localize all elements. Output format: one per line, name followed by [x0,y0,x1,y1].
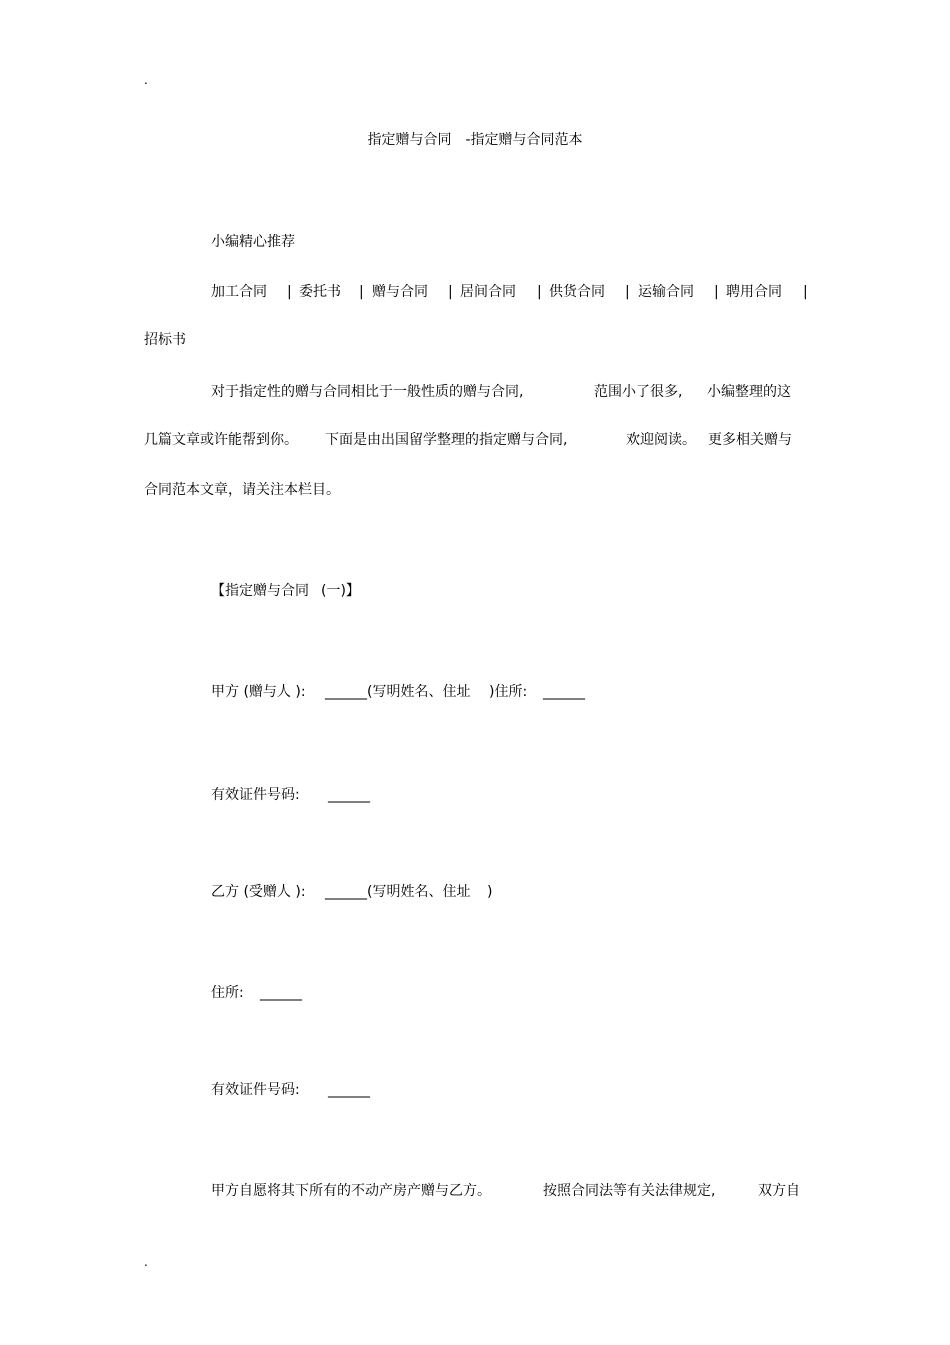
party-a-address-blank: ______ [543,684,585,700]
party-a-id-blank: ______ [328,787,370,803]
link-separator: | [287,284,292,300]
header-dot: . [144,73,148,87]
intro-text: 更多相关赠与 [708,432,792,448]
intro-text: 对于指定性的赠与合同相比于一般性质的赠与合同, [211,384,524,400]
section-heading [211,582,360,600]
link-separator: | [537,284,542,300]
link-separator: | [714,284,719,300]
section-heading-number: (一)】 [321,583,360,599]
party-a-label: 甲方 (赠与人 ): [211,684,306,700]
intro-text: 几篇文章或许能帮到你。 [144,432,298,448]
link-power-of-attorney[interactable]: 委托书 [299,284,341,300]
intro-line-1 [211,383,523,401]
section-heading-text: 【指定赠与合同 [211,583,309,599]
party-b-close: ) [487,884,493,900]
party-b-address-label: 住所: [211,985,244,1001]
link-gift-contract[interactable]: 赠与合同 [372,284,428,300]
party-b-name-blank: ______(写明姓名、住址 [325,884,471,900]
link-processing-contract[interactable]: 加工合同 [211,284,267,300]
footer-dot: . [144,1255,148,1269]
intro-text: 范围小了很多, [594,384,683,400]
link-tender-document[interactable]: 招标书 [144,332,186,348]
party-b-label: 乙方 (受赠人 ): [211,884,306,900]
clause-text: 双方自 [758,1183,800,1199]
recommend-label: 小编精心推荐 [211,234,295,250]
title-part-2: -指定赠与合同范本 [465,132,583,148]
link-transport-contract[interactable]: 运输合同 [638,284,694,300]
link-employment-contract[interactable]: 聘用合同 [726,284,782,300]
clause-text: 按照合同法等有关法律规定, [543,1183,716,1199]
party-a-id-label: 有效证件号码: [211,787,300,803]
link-brokerage-contract[interactable]: 居间合同 [460,284,516,300]
title-part-1: 指定赠与合同 [367,132,452,148]
link-supply-contract[interactable]: 供货合同 [549,284,605,300]
party-b-id-blank: ______ [328,1082,370,1098]
link-separator: | [359,284,364,300]
party-b-id-label: 有效证件号码: [211,1082,300,1098]
link-separator: | [625,284,630,300]
intro-text: 小编整理的这 [707,384,791,400]
link-separator: | [803,284,808,300]
intro-text: 下面是由出国留学整理的指定赠与合同, [325,432,568,448]
party-a-address-label: )住所: [489,684,528,700]
party-b-address-blank: ______ [260,985,302,1001]
clause-text: 甲方自愿将其下所有的不动产房产赠与乙方。 [211,1183,491,1199]
document-title [0,131,950,149]
intro-text: 合同范本文章，请关注本栏目。 [144,482,340,498]
intro-text: 欢迎阅读。 [626,432,696,448]
party-a-name-blank: ______(写明姓名、住址 [325,684,471,700]
link-separator: | [448,284,453,300]
